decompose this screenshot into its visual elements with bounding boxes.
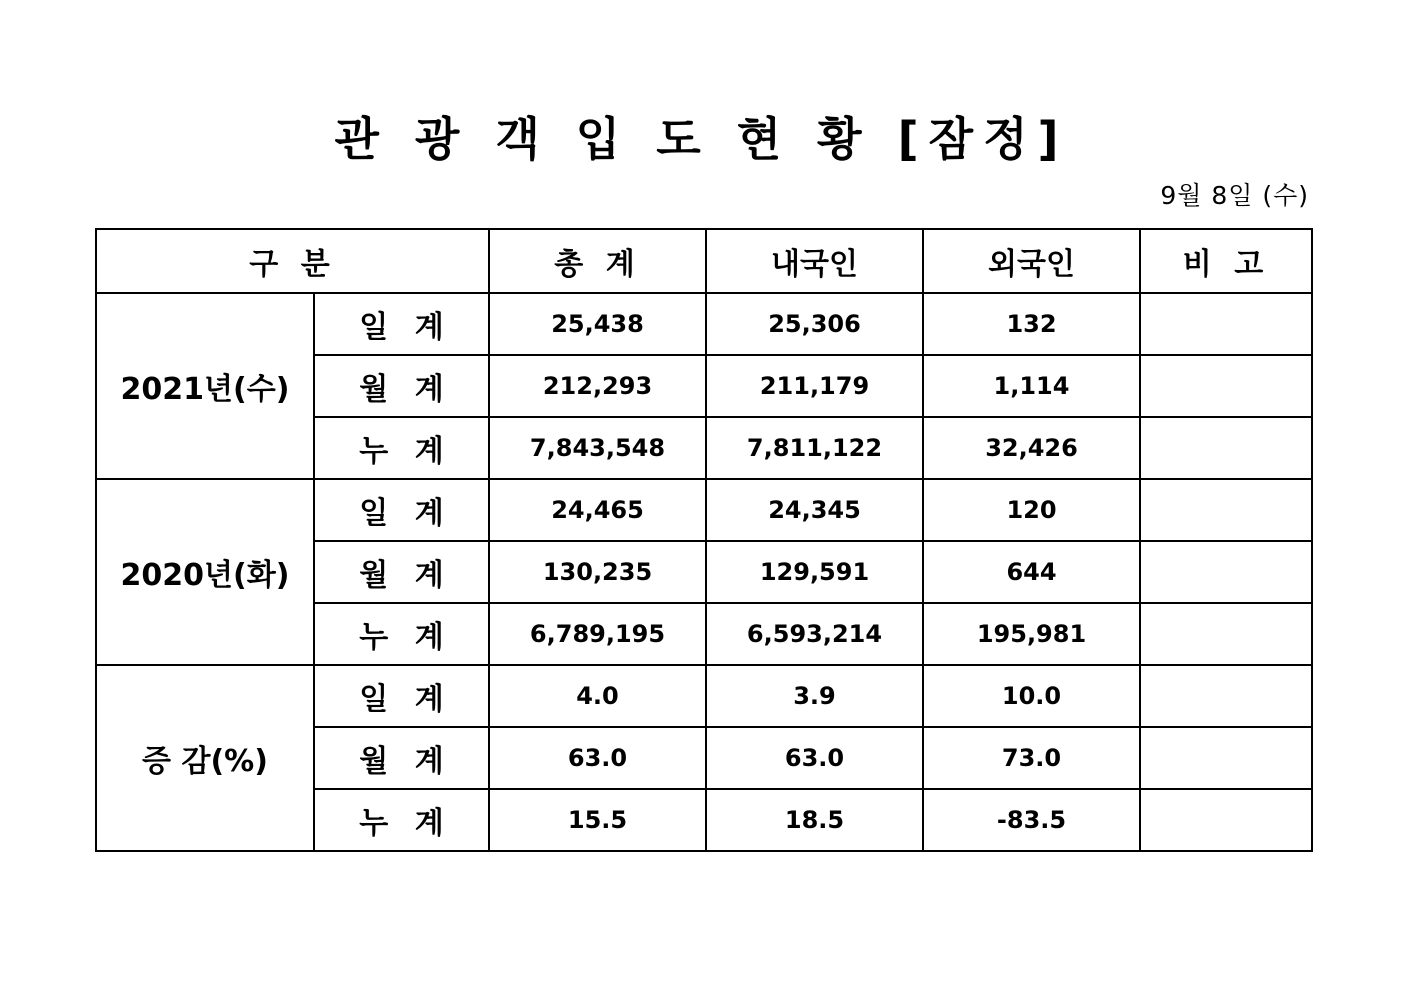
- cell-foreign: 10.0: [923, 665, 1140, 727]
- cell-foreign: -83.5: [923, 789, 1140, 851]
- column-header-foreign: 외국인: [923, 229, 1140, 293]
- cell-total: 15.5: [489, 789, 706, 851]
- cell-domestic: 24,345: [706, 479, 923, 541]
- cell-note: [1140, 355, 1312, 417]
- cell-total: 7,843,548: [489, 417, 706, 479]
- page-title: 관 광 객 입 도 현 황 [잠정]: [334, 112, 1069, 166]
- column-header-note: 비 고: [1140, 229, 1312, 293]
- cell-foreign: 120: [923, 479, 1140, 541]
- table-row: [96, 665, 1312, 727]
- row-sub-label: 월 계: [314, 541, 489, 603]
- cell-domestic: 25,306: [706, 293, 923, 355]
- cell-note: [1140, 541, 1312, 603]
- cell-note: [1140, 789, 1312, 851]
- column-header-total: 총 계: [489, 229, 706, 293]
- row-group-label: 증 감(%): [96, 665, 314, 851]
- cell-total: 24,465: [489, 479, 706, 541]
- tourist-arrivals-table: [95, 228, 1313, 852]
- row-group-label: 2020년(화): [96, 479, 314, 665]
- row-sub-label: 누 계: [314, 789, 489, 851]
- column-header-category: 구 분: [96, 229, 489, 293]
- cell-domestic: 3.9: [706, 665, 923, 727]
- cell-note: [1140, 417, 1312, 479]
- cell-domestic: 211,179: [706, 355, 923, 417]
- cell-total: 25,438: [489, 293, 706, 355]
- cell-note: [1140, 727, 1312, 789]
- table-header-row: [96, 229, 1312, 293]
- row-sub-label: 일 계: [314, 293, 489, 355]
- cell-domestic: 18.5: [706, 789, 923, 851]
- cell-total: 4.0: [489, 665, 706, 727]
- report-date: 9월 8일 (수): [1160, 181, 1309, 210]
- cell-foreign: 644: [923, 541, 1140, 603]
- row-group-label: 2021년(수): [96, 293, 314, 479]
- cell-domestic: 63.0: [706, 727, 923, 789]
- cell-note: [1140, 603, 1312, 665]
- cell-domestic: 7,811,122: [706, 417, 923, 479]
- cell-foreign: 132: [923, 293, 1140, 355]
- cell-note: [1140, 665, 1312, 727]
- table-header: [96, 229, 1312, 293]
- cell-total: 63.0: [489, 727, 706, 789]
- row-sub-label: 월 계: [314, 727, 489, 789]
- table-row: [96, 479, 1312, 541]
- cell-note: [1140, 479, 1312, 541]
- cell-note: [1140, 293, 1312, 355]
- cell-domestic: 129,591: [706, 541, 923, 603]
- cell-foreign: 32,426: [923, 417, 1140, 479]
- row-sub-label: 일 계: [314, 479, 489, 541]
- cell-foreign: 195,981: [923, 603, 1140, 665]
- cell-total: 212,293: [489, 355, 706, 417]
- row-sub-label: 누 계: [314, 417, 489, 479]
- cell-total: 6,789,195: [489, 603, 706, 665]
- row-sub-label: 월 계: [314, 355, 489, 417]
- column-header-domestic: 내국인: [706, 229, 923, 293]
- cell-total: 130,235: [489, 541, 706, 603]
- row-sub-label: 일 계: [314, 665, 489, 727]
- cell-foreign: 73.0: [923, 727, 1140, 789]
- cell-foreign: 1,114: [923, 355, 1140, 417]
- cell-domestic: 6,593,214: [706, 603, 923, 665]
- row-sub-label: 누 계: [314, 603, 489, 665]
- table-body: [96, 293, 1312, 851]
- table-row: [96, 293, 1312, 355]
